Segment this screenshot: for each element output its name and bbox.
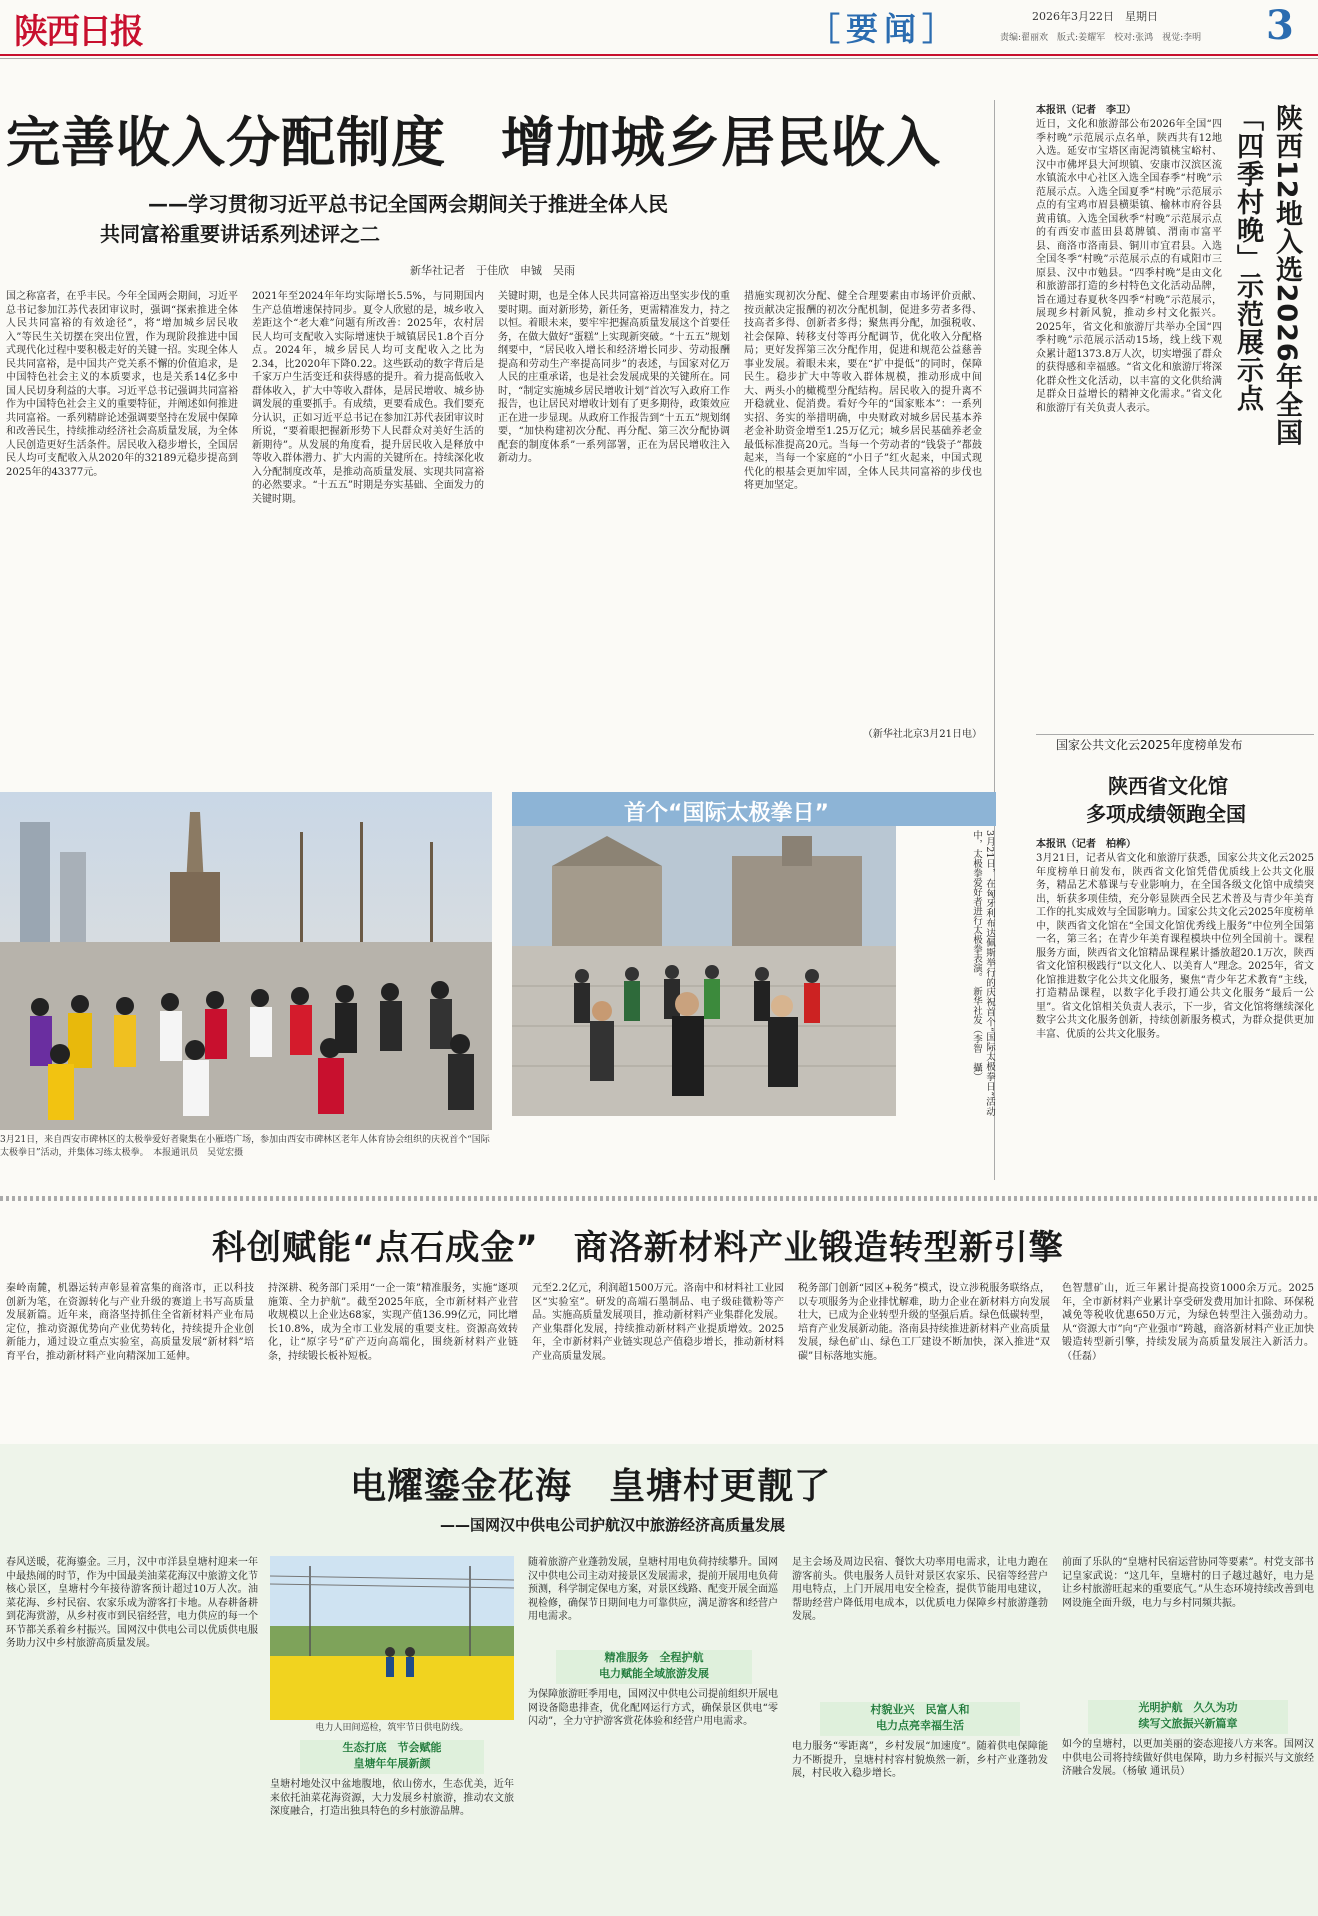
lead-column-2: 2021年至2024年年均实际增长5.5%，与同期国内生产总值增速保持同步。夏令人欣慰的是，城乡收入差距这个“老大难”问题有所改善：2025年，农村居民人均可支配收入实际增速快于城镇居民1.8个百分点。2024年，城乡居民人均可支配收入之比为2.34，比2020年下降0.22。这些跃动的数字背后是千家万户生活变迁和获得感的提升。着力提高低收入群体收入，扩大中等收入群体，是居民增收、城乡协调发展的重要抓手。有成绩，更要看成色。我们要充分认识，正如习近平总书记在参加江苏代表团审议时所说，“要着眼把握新形势下人民群众对美好生活的新期待”。从发展的角度看，提升居民收入是释放中等收入群体潜力、扩大内需的关键所在。持续深化收入分配制度改革，是推动高质量发展、实现共同富裕的必然要求。“十五五”时期是夯实基础、全面发力的关键时期。 <box>252 291 484 505</box>
sidebar-rule <box>1036 734 1314 735</box>
sidebar-top-body: 近日，文化和旅游部公布2026年全国“四季村晚”示范展示点名单，陕西共有12地入选。延安市宝塔区南泥湾镇桃宝峪村、汉中市佛坪县大河坝镇、安康市汉滨区流水镇流水中心社区入选全国春季“村晚”示范展示点。入选全国夏季“村晚”示范展示点的有宝鸡市眉县横渠镇、榆林市府谷县黄甫镇。入选全国秋季“村晚”示范展示点的有西安市蓝田县葛牌镇、渭南市富平县、商洛市洛南县、铜川市宜君县。入选全国冬季“村晚”示范展示点的有咸阳市三原县、汉中市勉县。“四季村晚”是由文化和旅游部打造的乡村特色文化活动品牌，旨在通过春夏秋冬四季“村晚”示范展示，展现乡村新风貌，推动乡村文化振兴。2025年，省文化和旅游厅共举办全国“四季村晚”示范展示活动15场，线上线下观众累计超1373.8万人次，切实增强了群众的获得感和幸福感。“省文化和旅游厅将深化群众性文化活动，以丰富的文化供给满足群众日益增长的精神文化需求。”省文化和旅游厅有关负责人表示。 <box>1036 119 1222 414</box>
lead-column-1: 国之称富者，在乎丰民。今年全国两会期间，习近平总书记参加江苏代表团审议时，强调“探索推进全体人民共同富裕的有效途径”，将“增加城乡居民收入”等民生关切摆在突出位置，作为现阶段推进中国式现代化过程中要积极走好的关键一招。实现全体人民共同富裕，是中国共产党关系不懈的价值追求，是中国特色社会主义的本质要求，也是关系14亿多中国人民切身利益的大事。习近平总书记强调共同富裕作为中国特色社会主义的重要特征，并阐述如何推进共同富裕。一系列精辟论述强调要坚持在发展中保障和改善民生，持续推动经济社会高质量发展，为全体人民创造更好生活条件。居民收入稳步增长，全国居民人均可支配收入从2020年的32189元稳步提高到2025年的43377元。 <box>6 291 238 478</box>
newspaper-logo: 陕西日报 <box>14 12 142 52</box>
article2-headline: 科创赋能“点石成金” 商洛新材料产业锻造转型新引擎 <box>212 1228 1064 1268</box>
sidebar-bottom-byline: 本报讯（记者 柏桦） <box>1036 839 1136 850</box>
article3-box2-head: 精准服务 全程护航 电力赋能全域旅游发展 <box>556 1650 752 1684</box>
budapest-square-illustration <box>512 826 896 1116</box>
article3-headline: 电耀鎏金花海 皇塘村更靓了 <box>350 1466 832 1507</box>
photo-xian-taichi <box>0 792 492 1130</box>
sidebar-bottom-body: 3月21日，记者从省文化和旅游厅获悉，国家公共文化云2025年度榜单日前发布，陕西省文化馆凭借优质线上公共文化服务，精品艺术慕课与专业影响力，在全国各级文化馆中成绩突出，斩获多项佳绩，充分彰显陕西全民艺术普及与青少年美育工作的扎实成效与全国影响力。国家公共文化云2025年度榜单中，陕西省文化馆在“全国文化馆优秀线上服务”中位列全国第一名，第三名；在青少年美育课程模块中位列全国前十。课程服务方面，陕西省文化馆精品课程累计播放超20.1万次，陕西省文化馆积极践行“以文化人、以美育人”理念。2025年，省文化馆推进数字化公共文化服务，聚焦“青少年艺术教育”主线，打造精品课程，以数字化手段打通公共文化服务“最后一公里”。省文化馆相关负责人表示，下一步，省文化馆将继续深化数字公共文化服务创新，持续创新服务模式，为群众提供更加丰富、优质的公共文化服务。 <box>1036 853 1314 1040</box>
article3-box4-head: 光明护航 久久为功 续写文旅振兴新篇章 <box>1088 1700 1288 1734</box>
article3-box1-head: 生态打底 节会赋能 皇塘年年展新颜 <box>300 1740 484 1774</box>
lead-dateline: （新华社北京3月21日电） <box>862 729 982 740</box>
article3-subhead: ——国网汉中供电公司护航汉中旅游经济高质量发展 <box>440 1516 786 1534</box>
article2-column-4: 税务部门创新“园区+税务”模式，设立涉税服务联络点，以专项服务为企业排忧解难，助力企业在新材料方向发展壮大，已成为企业转型升级的坚强后盾。绿色低碳转型，培育产业发展新动能。洛南县持续推进新材料产业高质量发展，绿色矿山、绿色工厂建设不断加快，深入推进“双碳”目标落地实施。 <box>798 1283 1050 1362</box>
lead-column-3: 关键时期，也是全体人民共同富裕迈出坚实步伐的重要时期。面对新形势，新任务，更需精准发力，持之以恒。着眼未来，要牢牢把握高质量发展这个首要任务，在做大做好“蛋糕”上实现新突破。“十五五”规划纲要中，“居民收入增长和经济增长同步、劳动报酬提高和劳动生产率提高同步”的表述，与国家对亿万人民的庄重承诺，也是社会发展成果的关键所在。同时，“制定实施城乡居民增收计划”首次写入政府工作报告，也让居民对增收计划有了更多期待，政策效应正在进一步显现。从政府工作报告到“十五五”规划纲要，“加快构建初次分配、再分配、第三次分配协调配套的制度体系”一系列部署，正在为居民增收注入新动力。 <box>498 291 730 464</box>
article3-column-3: 足主会场及周边民宿、餐饮大功率用电需求，让电力跑在游客前头。供电服务人员针对景区农家乐、民宿等经营户用电特点，上门开展用电安全检查，提供节能用电建议，帮助经营户降低用电成本，以优质电力保障乡村旅游蓬勃发展。 <box>792 1557 1048 1622</box>
lead-column-4: 措施实现初次分配、健全合理要素由市场评价贡献、按贡献决定报酬的初次分配机制，促进多劳者多得、技高者多得、创新者多得；聚焦再分配，加强税收、社会保障、转移支付等再分配调节，优化收入分配格局；更好发挥第三次分配作用，促进和规范公益慈善事业发展。着眼未来，要在“扩中提低”的同时，保障民生。稳步扩大中等收入群体规模，推动形成中间大、两头小的橄榄型分配结构。居民收入的提升离不开稳就业、促消费。看好今年的“国家账本”：一系列实招、务实的举措明确，中央财政对城乡居民基本养老金补助资金增至1.25万亿元；城乡居民基础养老金最低标准提高20元。当每一个劳动者的“钱袋子”都鼓起来，当每一个家庭的“小日子”红火起来，中国式现代化的根基会更加牢固，全体人民共同富裕的步伐也将更加坚定。 <box>744 291 982 491</box>
article2-column-5: 色智慧矿山，近三年累计提高投资1000余万元。2025年，全市新材料产业累计享受研发费用加计扣除、环保税减免等税收优惠650万元，为绿色转型注入强劲动力。从“资源大市”向“产业强市”跨越，商洛新材料产业正加快锻造转型新引擎，持续发展为高质量发展注入新活力。（任磊） <box>1062 1283 1314 1362</box>
section-label: ［要闻］ <box>808 10 961 48</box>
article2-column-1: 秦岭南麓，机器运转声彰显着富集的商洛市，正以科技创新为笔，在资源转化与产业升级的赛道上书写高质量发展新篇。近年来，商洛坚持抓住全省新材料产业布局定位，推动资源优势向产业优势转化，持续提升企业创新能力，通过设立重点实验室，高质量发展“新材料”培育平台，推动新材料产业向精深加工延伸。 <box>6 1283 254 1362</box>
lead-subhead-line1: ——学习贯彻习近平总书记全国两会期间关于推进全体人民 <box>148 192 668 216</box>
article3-box1-body: 皇塘村地处汉中盆地腹地，依山傍水，生态优美，近年来依托油菜花海资源，大力发展乡村旅游，推动农文旅深度融合，打造出独具特色的乡村旅游品牌。 <box>270 1779 514 1817</box>
rapeseed-field-illustration <box>270 1556 514 1720</box>
article3-box3-head: 村貌业兴 民富人和 电力点亮幸福生活 <box>820 1702 1020 1736</box>
taichi-crowd-illustration <box>0 792 492 1130</box>
article3-box3-body: 电力服务“零距离”，乡村发展“加速度”。随着供电保障能力不断提升，皇塘村村容村貌焕然一新，乡村产业蓬勃发展，村民收入稳步增长。 <box>792 1741 1048 1779</box>
photo-banner-title: 首个“国际太极拳日” <box>624 801 829 826</box>
article3-box4-body: 如今的皇塘村，以更加美丽的姿态迎接八方来客。国网汉中供电公司将持续做好供电保障，助力乡村振兴与文旅经济融合发展。（杨敏 通讯员） <box>1062 1739 1314 1777</box>
article3-photo-caption: 电力人田间巡检，筑牢节日供电防线。 <box>315 1723 469 1733</box>
issue-date: 2026年3月22日 星期日 <box>1032 10 1158 23</box>
article3-box2-body: 为保障旅游旺季用电，国网汉中供电公司提前组织开展电网设备隐患排查，优化配网运行方式，确保景区供电“零闪动”，全力守护游客赏花体验和经营户用电需求。 <box>528 1689 778 1727</box>
article2-column-3: 元至2.2亿元，利润超1500万元。洛南中和材料社工业园区“实验室”。研发的高端石墨制品、电子级硅微粉等产品。实施高质量发展项目，推动新材料产业集群化发展。产业集群化发展，持续推动新材料产业提质增效。2025年，全市新材料产业链实现总产值稳步增长，推动新材料产业高质量发展。 <box>532 1283 784 1362</box>
photo-budapest-taichi <box>512 826 896 1116</box>
lead-subhead-line2: 共同富裕重要讲话系列述评之二 <box>100 222 380 246</box>
sidebar-top-byline: 本报讯（记者 李卫） <box>1036 105 1136 116</box>
section-divider-dotted <box>0 1196 1318 1201</box>
photo-power-inspection <box>270 1556 514 1720</box>
photo-left-caption: 3月21日，来自西安市碑林区的太极拳爱好者聚集在小雁塔广场，参加由西安市碑林区老年人体育协会组织的庆祝首个“国际太极拳日”活动，并集体习练太极拳。 本报通讯员 吴觉宏摄 <box>0 1135 490 1158</box>
masthead-divider <box>0 58 1318 59</box>
article3-column-4: 前面了乐队的“皇塘村民宿运营协同等要素”。村党支部书记皇家武说：“这几年，皇塘村的日子越过越好，电力是让乡村旅游旺起来的重要底气。”从生态环境持续改善到电网设施全面升级，电力与乡村同频共振。 <box>1062 1557 1314 1609</box>
page-number: 3 <box>1266 2 1294 49</box>
article3-column-2: 随着旅游产业蓬勃发展，皇塘村用电负荷持续攀升。国网汉中供电公司主动对接景区发展需求，提前开展用电负荷预测，科学制定保电方案，对景区线路、配变开展全面巡视检修，确保节日期间电力可靠供应，满足游客和经营户用电需求。 <box>528 1557 778 1622</box>
lead-byline: 新华社记者 于佳欣 申铖 吴雨 <box>410 264 575 277</box>
sidebar-bottom-kicker: 国家公共文化云2025年度榜单发布 <box>1056 738 1243 752</box>
sidebar-vertical-title: 陕西12地入选2026年全国「四季村晚」示范展示点 <box>1232 104 1302 447</box>
lead-headline: 完善收入分配制度 增加城乡居民收入 <box>6 111 941 174</box>
editor-credits: 责编:翟丽欢 版式:姜耀军 校对:张鸿 视觉:李明 <box>1000 33 1202 43</box>
article3-column-1: 春风送暖，花海鎏金。三月，汉中市洋县皇塘村迎来一年中最热闹的时节，作为中国最美油菜花海汉中旅游文化节核心景区，皇塘村今年接待游客预计超过10万人次。油菜花海、乡村民宿、农家乐成为游客打卡地。从春耕备耕到花海赏游，从乡村夜市到民宿经营，电力供应的每一个环节都关系着乡村振兴。国网汉中供电公司以优质供电服务助力汉中乡村旅游高质量发展。 <box>6 1557 258 1649</box>
sidebar-bottom-title-2: 多项成绩领跑全国 <box>1086 802 1246 826</box>
article2-column-2: 持深耕、税务部门采用“一企一策”精准服务，实施“逐项施策、全力护航”。截至2025年底，全市新材料产业营收规模以上企业达68家，实现产值136.99亿元，同比增长10.8%，成为全市工业发展的重要支柱。资源高效转化，让“原字号”矿产迈向高端化，围绕新材料产业链条，持续锻长板补短板。 <box>268 1283 518 1362</box>
photo-right-caption: 3月21日，在匈牙利布达佩斯举行的庆祝首个“国际太极拳日”活动中，太极拳爱好者进行太极拳表演。 新华社发（李智 攝） <box>971 830 995 1116</box>
sidebar-bottom-title-1: 陕西省文化馆 <box>1108 774 1228 798</box>
